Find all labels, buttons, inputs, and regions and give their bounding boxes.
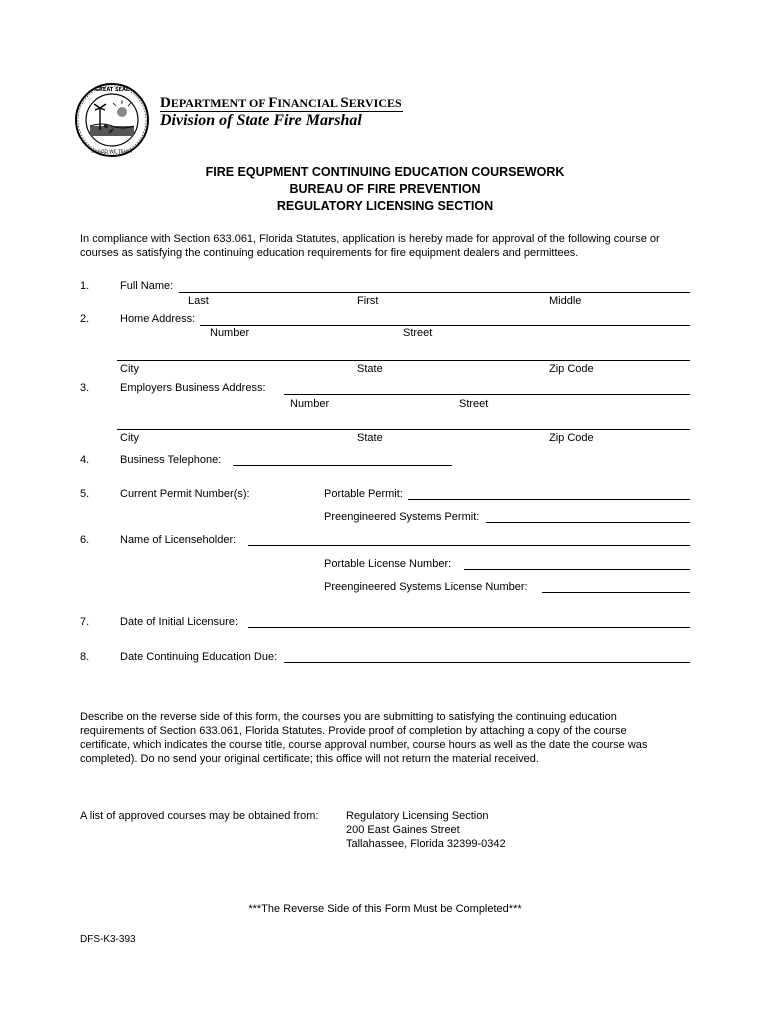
reverse-side-note: ***The Reverse Side of this Form Must be Completed***	[248, 903, 522, 915]
licenseholder-label: Name of Licenseholder:	[120, 534, 237, 546]
portable-license-label: Portable License Number:	[324, 558, 452, 570]
full-name-field[interactable]	[179, 292, 690, 293]
preengineered-license-field[interactable]	[542, 592, 690, 593]
employers-address-field[interactable]	[284, 394, 690, 395]
employer-city-state-zip-field[interactable]	[117, 429, 690, 430]
item-number-2: 2.	[80, 313, 90, 325]
item-number-5: 5.	[80, 488, 90, 500]
preengineered-permit-field[interactable]	[486, 522, 690, 523]
section-title: REGULATORY LICENSING SECTION	[276, 199, 494, 213]
home-city-state-zip-field[interactable]	[117, 360, 690, 361]
describe-line-3: certificate, which indicates the course title, course approval number, course hours as well as the date the course was	[80, 739, 648, 751]
item-number-7: 7.	[80, 616, 90, 628]
item-number-3: 3.	[80, 382, 90, 394]
florida-seal-icon	[74, 82, 150, 158]
form-title: FIRE EQUPMENT CONTINUING EDUCATION COURSEWORK	[205, 165, 565, 179]
initial-licensure-label: Date of Initial Licensure:	[120, 616, 239, 628]
current-permit-label: Current Permit Number(s):	[120, 488, 250, 500]
last-sublabel: Last	[188, 295, 209, 307]
approved-courses-label: A list of approved courses may be obtained from:	[80, 810, 319, 822]
first-sublabel: First	[357, 295, 379, 307]
department-name: DEPARTMENT OF FINANCIAL SERVICES	[160, 95, 402, 111]
employer-number-sublabel: Number	[290, 398, 330, 410]
middle-sublabel: Middle	[549, 295, 582, 307]
employer-city-sublabel: City	[120, 432, 139, 444]
svg-text:IN GOD WE TRUST: IN GOD WE TRUST	[91, 150, 133, 155]
intro-line-1: In compliance with Section 633.061, Florida Statutes, application is hereby made for approval of the following course or	[80, 233, 660, 245]
home-city-sublabel: City	[120, 363, 139, 375]
employer-zip-sublabel: Zip Code	[549, 432, 594, 444]
intro-line-2: courses as satisfying the continuing education requirements for fire equipment dealers and permittees.	[80, 247, 579, 259]
home-address-label: Home Address:	[120, 313, 196, 325]
employers-address-label: Employers Business Address:	[120, 382, 266, 394]
division-name: Division of State Fire Marshal	[160, 112, 362, 129]
svg-text:GREAT SEAL: GREAT SEAL	[94, 87, 130, 93]
portable-permit-field[interactable]	[408, 499, 690, 500]
describe-line-1: Describe on the reverse side of this form, the courses you are submitting to satisfying the continuing education	[80, 711, 617, 723]
portable-license-field[interactable]	[464, 569, 690, 570]
home-street-sublabel: Street	[403, 327, 433, 339]
item-number-6: 6.	[80, 534, 90, 546]
preengineered-permit-label: Preengineered Systems Permit:	[324, 511, 480, 523]
preengineered-license-label: Preengineered Systems License Number:	[324, 581, 528, 593]
full-name-label: Full Name:	[120, 280, 174, 292]
portable-permit-label: Portable Permit:	[324, 488, 403, 500]
ce-due-label: Date Continuing Education Due:	[120, 651, 278, 663]
address-line-3: Tallahassee, Florida 32399-0342	[346, 838, 506, 850]
home-zip-sublabel: Zip Code	[549, 363, 594, 375]
home-number-sublabel: Number	[210, 327, 250, 339]
ce-due-field[interactable]	[284, 662, 690, 663]
employer-state-sublabel: State	[357, 432, 383, 444]
bureau-title: BUREAU OF FIRE PREVENTION	[289, 182, 481, 196]
business-telephone-field[interactable]	[233, 465, 452, 466]
licenseholder-field[interactable]	[248, 545, 690, 546]
employer-street-sublabel: Street	[459, 398, 489, 410]
home-state-sublabel: State	[357, 363, 383, 375]
describe-line-2: requirements of Section 633.061, Florida Statutes. Provide proof of completion by attaching a copy of the course	[80, 725, 627, 737]
item-number-1: 1.	[80, 280, 90, 292]
address-line-1: Regulatory Licensing Section	[346, 810, 489, 822]
item-number-8: 8.	[80, 651, 90, 663]
business-telephone-label: Business Telephone:	[120, 454, 222, 466]
home-address-field[interactable]	[200, 325, 690, 326]
form-id: DFS-K3-393	[80, 934, 136, 945]
address-line-2: 200 East Gaines Street	[346, 824, 460, 836]
initial-licensure-field[interactable]	[248, 627, 690, 628]
item-number-4: 4.	[80, 454, 90, 466]
describe-line-4: completed). Do no send your original certificate; this office will not return the material received.	[80, 753, 539, 765]
